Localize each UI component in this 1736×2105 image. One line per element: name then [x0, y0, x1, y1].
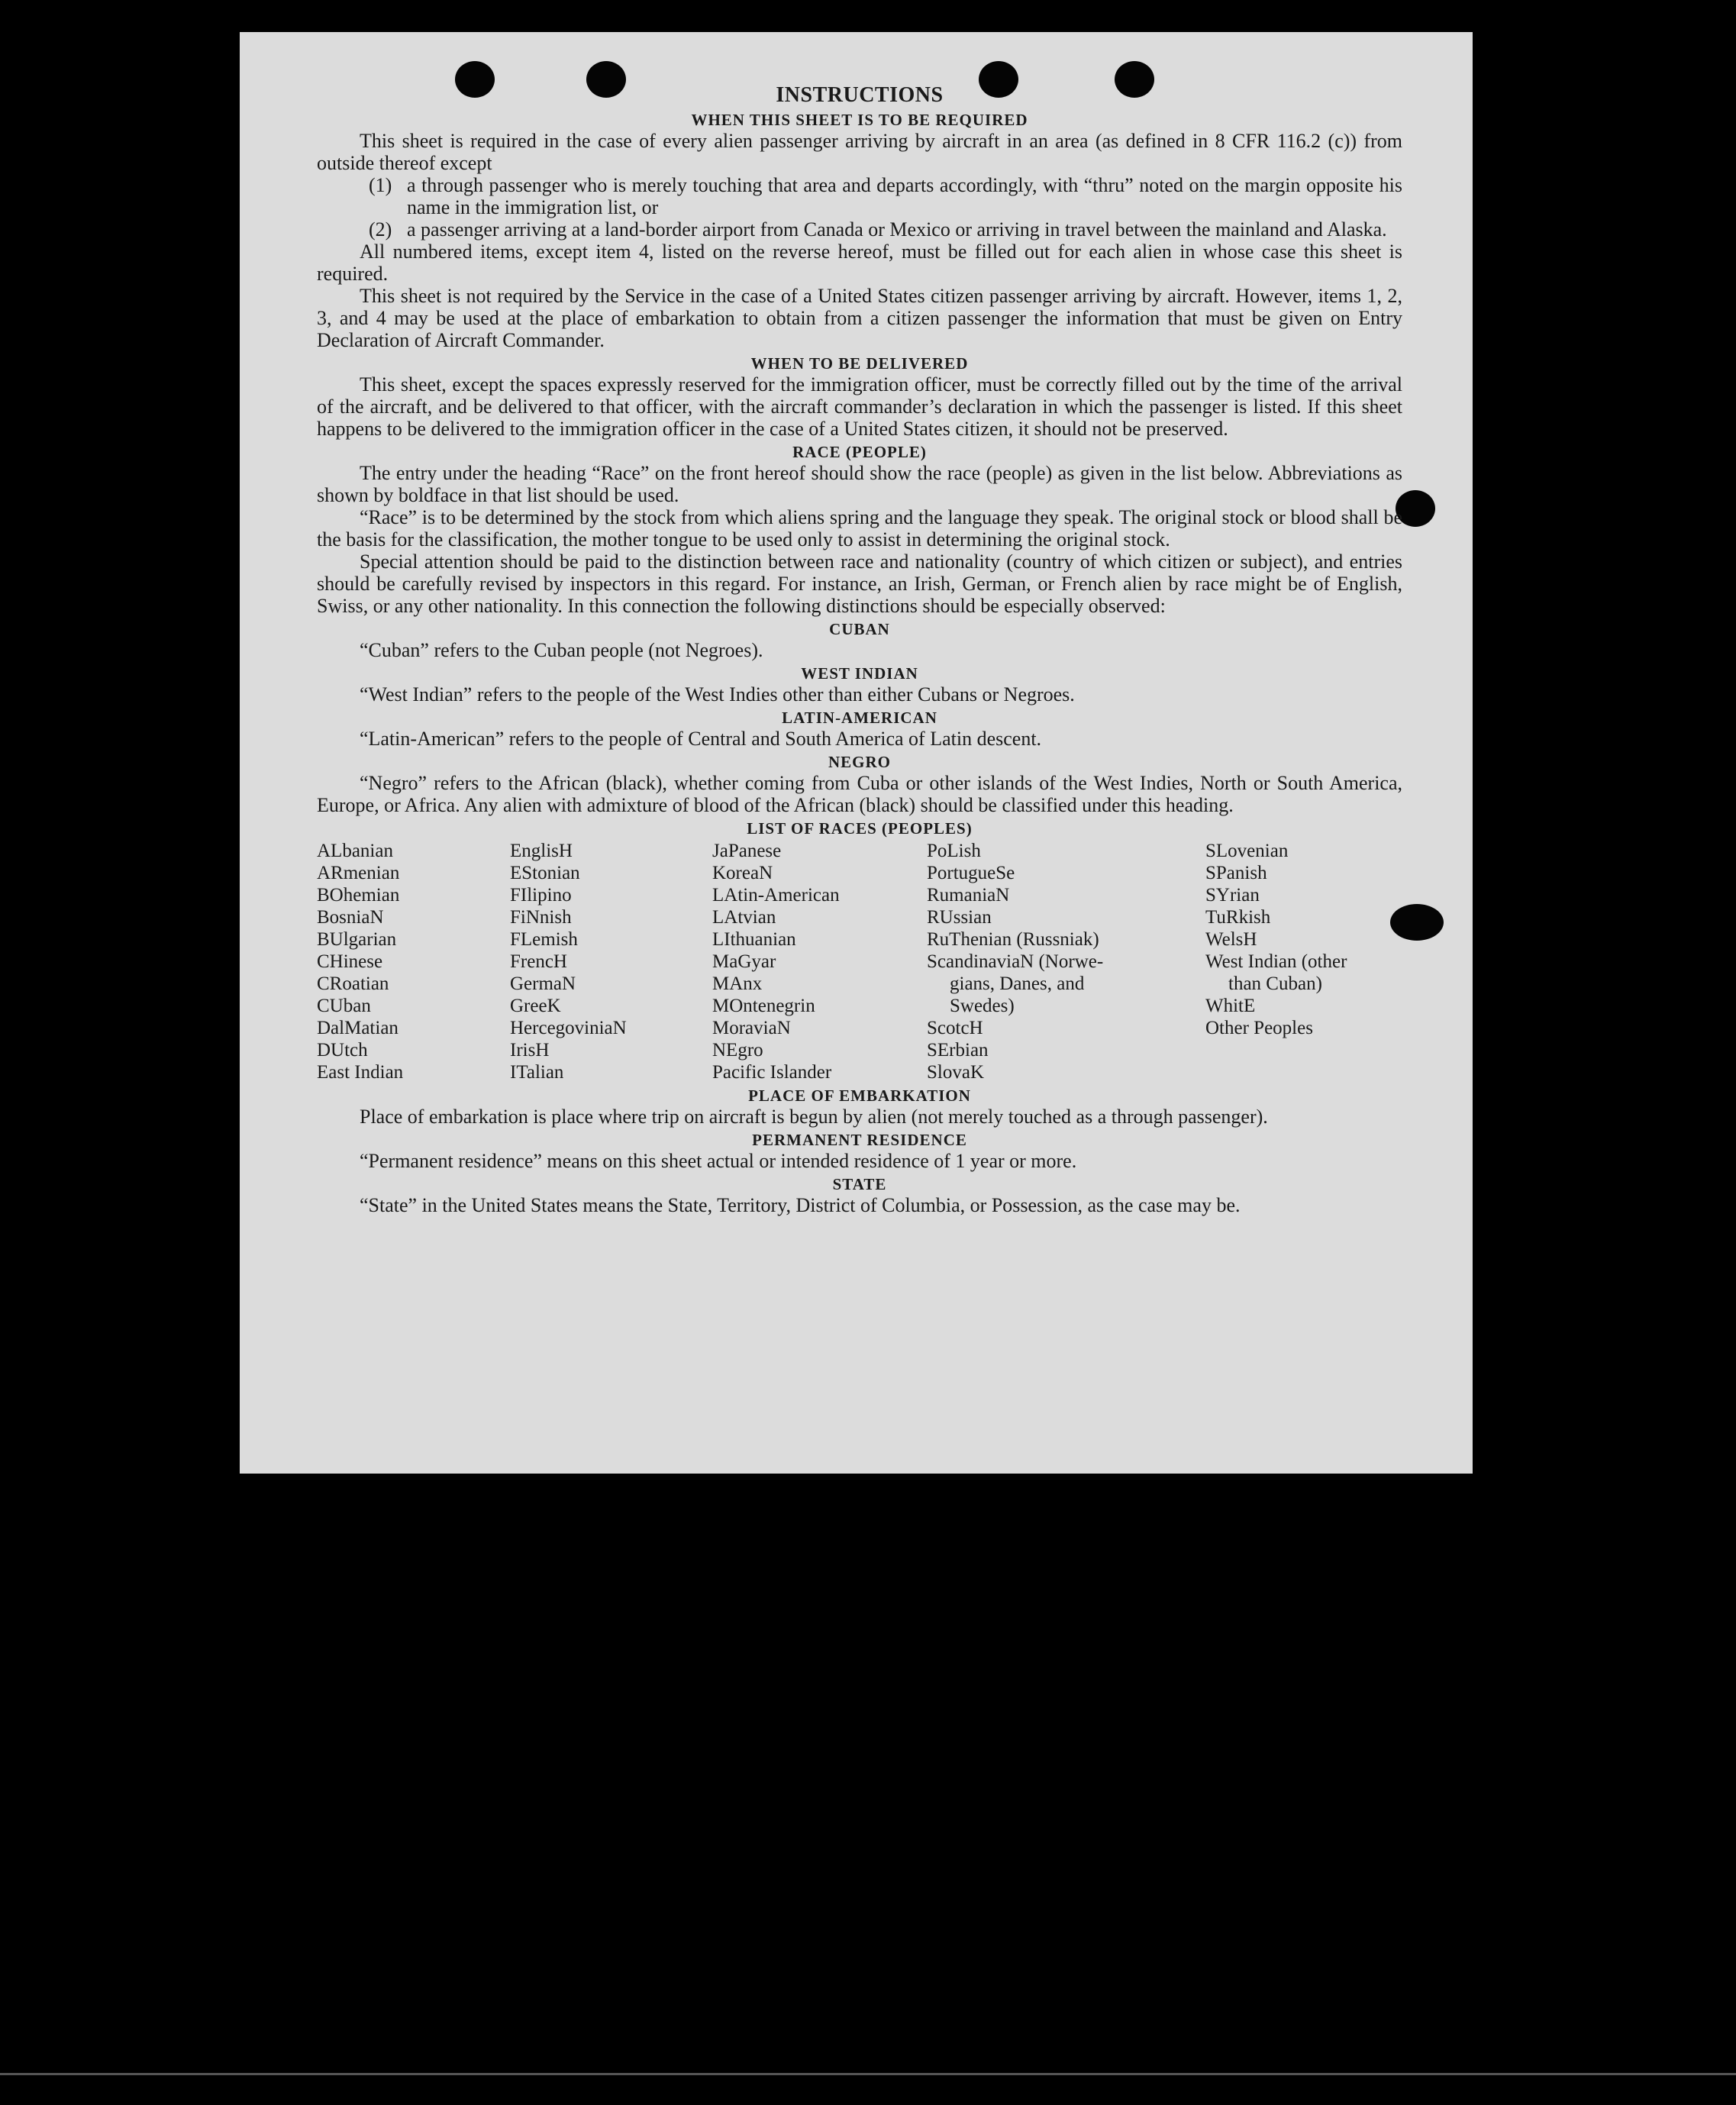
- race-entry: gians, Danes, and: [950, 973, 1085, 994]
- paragraph: “Latin-American” refers to the people of Central and South America of Latin descent.: [360, 728, 1042, 750]
- race-entry: SPanish: [1205, 863, 1267, 883]
- race-entry: ScandinaviaN (Norwe-: [927, 951, 1104, 972]
- race-entry: HercegoviniaN: [510, 1018, 627, 1038]
- race-entry: IrisH: [510, 1040, 550, 1061]
- race-entry: SErbian: [927, 1040, 989, 1061]
- race-entry: GermaN: [510, 973, 576, 994]
- race-entry: DalMatian: [317, 1018, 399, 1038]
- race-entry: TuRkish: [1205, 907, 1271, 928]
- race-entry: JaPanese: [712, 841, 782, 861]
- race-entry: RuThenian (Russniak): [927, 929, 1099, 950]
- section-heading: RACE (PEOPLE): [792, 443, 927, 461]
- paragraph: Special attention should be paid to the distinction between race and nationality (country of which citizen or subject), and entries should be carefully revised by inspectors in this regard. For instance, an Irish, German, or French alien by race might be of English, Swiss, or any other nationality. In this connection the following distinctions should be especially observed:: [317, 550, 1402, 617]
- race-entry: LAtin-American: [712, 885, 840, 906]
- race-entry: BosniaN: [317, 907, 384, 928]
- paragraph: The entry under the heading “Race” on the front hereof should show the race (people) as given in the list below. Abbreviations as shown by boldface in that list should be used.: [317, 462, 1402, 506]
- item-number: (1): [369, 174, 392, 196]
- race-entry: WhitE: [1205, 996, 1256, 1016]
- list-item: [369, 174, 1402, 218]
- race-entry: than Cuban): [1228, 973, 1322, 994]
- page-title: INSTRUCTIONS: [776, 83, 944, 107]
- paragraph: This sheet is required in the case of every alien passenger arriving by aircraft in an area (as defined in 8 CFR 116.2 (c)) from outside thereof except: [317, 130, 1402, 174]
- section-heading: STATE: [832, 1175, 887, 1193]
- race-entry: FIlipino: [510, 885, 572, 906]
- section-heading: CUBAN: [829, 620, 890, 638]
- race-entry: FrencH: [510, 951, 567, 972]
- race-entry: ScotcH: [927, 1018, 983, 1038]
- race-entry: SLovenian: [1205, 841, 1289, 861]
- races-column: [712, 840, 927, 1083]
- race-entry: BOhemian: [317, 885, 400, 906]
- section-heading: NEGRO: [828, 753, 891, 771]
- race-entry: Swedes): [950, 996, 1015, 1016]
- paragraph: “Race” is to be determined by the stock from which aliens spring and the language they speak. The original stock or blood shall be the basis for the classification, the mother tongue to be used only to assist in determining the original stock.: [317, 506, 1402, 550]
- race-entry: PortugueSe: [927, 863, 1015, 883]
- races-column: [510, 840, 712, 1083]
- race-entry: FLemish: [510, 929, 578, 950]
- race-entry: SYrian: [1205, 885, 1260, 906]
- race-entry: ALbanian: [317, 841, 393, 861]
- race-entry: RumaniaN: [927, 885, 1010, 906]
- section-heading: WHEN TO BE DELIVERED: [750, 354, 969, 373]
- item-text: a through passenger who is merely touching that area and departs accordingly, with “thru” noted on the margin opposite his name in the immigration list, or: [407, 174, 1402, 218]
- race-entry: NEgro: [712, 1040, 763, 1061]
- race-entry: LAtvian: [712, 907, 776, 928]
- paragraph: This sheet, except the spaces expressly reserved for the immigration officer, must be correctly filled out by the time of the arrival of the aircraft, and be delivered to that officer, with the aircraft commander’s declaration in which the passenger is listed. If this sheet happens to be delivered to the immigration officer in the case of a United States citizen, it should not be preserved.: [317, 373, 1402, 440]
- race-entry: EnglisH: [510, 841, 573, 861]
- race-entry: SlovaK: [927, 1062, 984, 1083]
- race-entry: RUssian: [927, 907, 992, 928]
- race-entry: WelsH: [1205, 929, 1257, 950]
- paragraph: “Negro” refers to the African (black), whether coming from Cuba or other islands of the West Indies, North or South America, Europe, or Africa. Any alien with admixture of blood of the African (black) should be classified under this heading.: [317, 772, 1402, 816]
- race-entry: CUban: [317, 996, 371, 1016]
- races-column: [317, 840, 510, 1083]
- item-text: a passenger arriving at a land-border airport from Canada or Mexico or arriving in travel between the mainland and Alaska.: [407, 218, 1387, 241]
- race-entry: LIthuanian: [712, 929, 796, 950]
- race-entry: East Indian: [317, 1062, 404, 1083]
- race-entry: West Indian (other: [1205, 951, 1347, 972]
- race-entry: CHinese: [317, 951, 383, 972]
- item-number: (2): [369, 218, 392, 241]
- race-entry: DUtch: [317, 1040, 368, 1061]
- document-sheet: [240, 32, 1473, 1474]
- race-entry: BUlgarian: [317, 929, 397, 950]
- races-heading: LIST OF RACES (PEOPLES): [747, 819, 973, 838]
- race-entry: KoreaN: [712, 863, 773, 883]
- race-entry: MAnx: [712, 973, 763, 994]
- scan-edge-line: [0, 2073, 1736, 2075]
- paragraph: All numbered items, except item 4, listed on the reverse hereof, must be filled out for each alien in whose case this sheet is required.: [317, 241, 1402, 285]
- race-entry: CRoatian: [317, 973, 389, 994]
- races-column: [927, 840, 1205, 1083]
- races-list: [317, 840, 1402, 1083]
- races-column: [1205, 840, 1402, 1083]
- paragraph: “State” in the United States means the State, Territory, District of Columbia, or Possession, as the case may be.: [360, 1194, 1241, 1216]
- paragraph: “Permanent residence” means on this sheet actual or intended residence of 1 year or more.: [360, 1150, 1077, 1172]
- paragraph: This sheet is not required by the Service in the case of a United States citizen passenger arriving by aircraft. However, items 1, 2, 3, and 4 may be used at the place of embarkation to obtain from a citizen passenger the information that must be given on Entry Declaration of Aircraft Commander.: [317, 285, 1402, 351]
- race-entry: MaGyar: [712, 951, 776, 972]
- race-entry: EStonian: [510, 863, 580, 883]
- race-entry: MoraviaN: [712, 1018, 791, 1038]
- list-item: [369, 218, 1402, 241]
- race-entry: ITalian: [510, 1062, 564, 1083]
- paragraph: “West Indian” refers to the people of the West Indies other than either Cubans or Negroes.: [360, 683, 1075, 705]
- section-heading: PLACE OF EMBARKATION: [748, 1086, 971, 1105]
- race-entry: Other Peoples: [1205, 1018, 1313, 1038]
- instructions-content: [317, 82, 1402, 1216]
- race-entry: PoLish: [927, 841, 981, 861]
- race-entry: FiNnish: [510, 907, 572, 928]
- race-entry: Pacific Islander: [712, 1062, 832, 1083]
- race-entry: MOntenegrin: [712, 996, 815, 1016]
- paragraph: “Cuban” refers to the Cuban people (not Negroes).: [360, 639, 763, 661]
- race-entry: ARmenian: [317, 863, 400, 883]
- paragraph: Place of embarkation is place where trip on aircraft is begun by alien (not merely touched as a through passenger).: [360, 1106, 1268, 1128]
- section-heading: PERMANENT RESIDENCE: [752, 1131, 967, 1149]
- section-heading: LATIN-AMERICAN: [782, 709, 937, 727]
- section-heading: WEST INDIAN: [801, 664, 918, 683]
- race-entry: GreeK: [510, 996, 561, 1016]
- section-heading: WHEN THIS SHEET IS TO BE REQUIRED: [691, 111, 1028, 129]
